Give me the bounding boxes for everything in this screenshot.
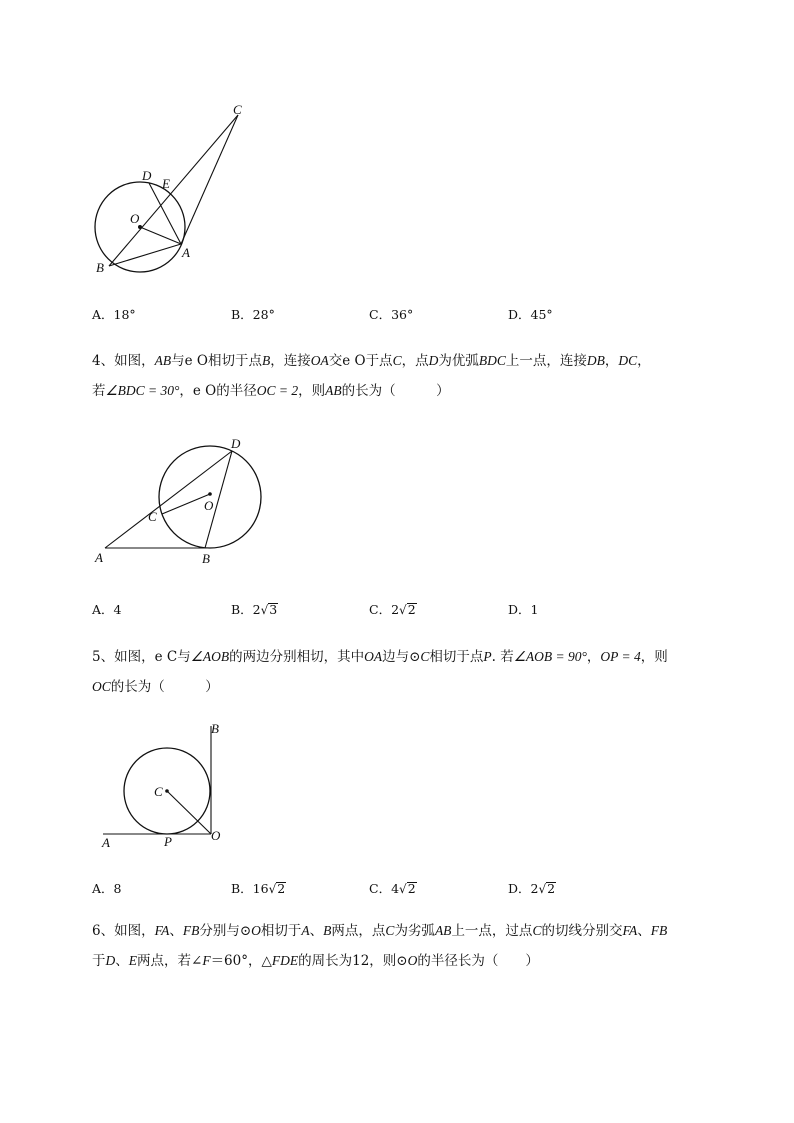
q5-option-b[interactable]: B．16√2 <box>231 881 286 896</box>
q3-option-d[interactable]: D．45° <box>508 307 553 322</box>
question-5 <box>92 642 742 702</box>
fig3-label-d: D <box>142 168 152 183</box>
q3-option-a[interactable]: A．18° <box>92 307 136 322</box>
q4-arc-bdc: BDC <box>478 353 506 368</box>
fig3-label-o: O <box>130 211 140 226</box>
q4-option-c[interactable]: C．2√2 <box>369 602 416 617</box>
fig5-label-o: O <box>211 828 221 843</box>
fig3-label-b: B <box>96 260 104 275</box>
fig3-label-e: E <box>162 176 170 191</box>
question-4 <box>92 346 742 406</box>
q5-option-c[interactable]: C．4√2 <box>369 881 416 896</box>
q3-option-c[interactable]: C．36° <box>369 307 414 322</box>
fig5-center-dot <box>165 789 169 793</box>
fig4-label-o: O <box>204 498 214 513</box>
fig5-label-a: A <box>102 835 110 850</box>
q4-option-d[interactable]: D．1 <box>508 602 539 617</box>
fig4-center-dot <box>208 492 212 496</box>
fig4-line-co <box>162 494 210 514</box>
q4-option-a[interactable]: A．4 <box>92 602 122 617</box>
fig4-circle <box>159 446 261 548</box>
q4-line-1: 4、如图，AB与e O相切于点B，连接OA交e O于点C，点D为优弧BDC上一点，连接DB，DC， <box>92 353 651 369</box>
q5-line-2: OC的长为（ ） <box>92 679 219 695</box>
q6-line-1: 6、如图，FA、FB分别与⊙O相切于A、B两点，点C为劣弧AB上一点，过点C的切线分别交FA、FB <box>92 923 668 939</box>
fig3-label-c: C <box>233 102 242 117</box>
q3-option-b[interactable]: B．28° <box>231 307 275 322</box>
fig3-line-bc <box>109 115 238 266</box>
fig5-label-c: C <box>154 784 163 799</box>
q4-option-b[interactable]: B．2√3 <box>231 602 278 617</box>
fig3-line-ba <box>109 244 181 266</box>
figure-q5 <box>95 718 235 853</box>
q5-line-1: 5、如图，e C与∠AOB的两边分别相切，其中OA边与⊙C相切于点P. 若∠AOB = 90°，OP = 4，则 <box>92 649 668 665</box>
fig5-label-b: B <box>211 721 219 736</box>
q6-line-2: 于D、E两点，若∠F＝60°，△FDE的周长为12，则⊙O的半径长为（ ） <box>92 953 539 969</box>
q5-option-d[interactable]: D．2√2 <box>508 881 556 896</box>
fig4-label-c: C <box>148 509 157 524</box>
fig5-label-p: P <box>164 834 172 849</box>
figure-q4 <box>88 432 273 572</box>
fig4-label-a: A <box>95 550 103 565</box>
fig3-label-a: A <box>182 245 190 260</box>
fig3-line-oa <box>140 227 181 244</box>
fig4-label-d: D <box>231 436 241 451</box>
fig3-line-ca <box>181 115 238 244</box>
q5-option-a[interactable]: A．8 <box>92 881 122 896</box>
question-6 <box>92 916 742 976</box>
fig4-label-b: B <box>202 551 210 566</box>
figure-q3 <box>85 100 265 280</box>
q4-line-2: 若∠BDC = 30°，e O的半径OC = 2，则AB的长为（ ） <box>92 383 450 399</box>
